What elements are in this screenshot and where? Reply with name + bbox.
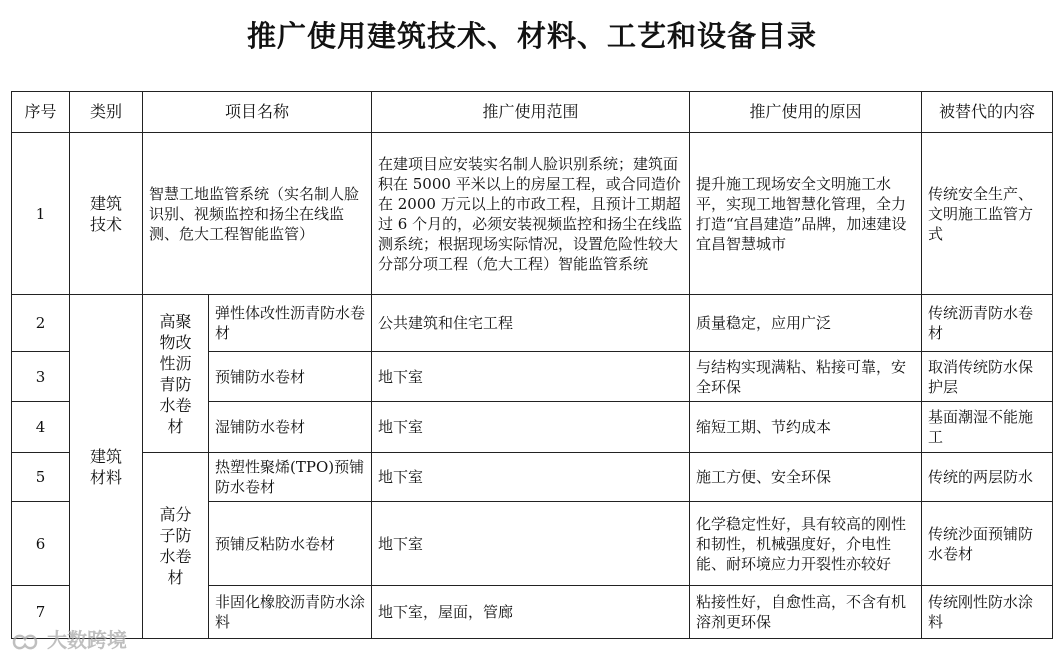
cell-replaced: 传统的两层防水 [922, 453, 1053, 502]
cell-scope: 地下室 [372, 453, 690, 502]
table-row [12, 453, 1053, 502]
catalog-table [11, 91, 1053, 639]
cell-replaced: 基面潮湿不能施工 [922, 402, 1053, 453]
cell-replaced: 取消传统防水保护层 [922, 352, 1053, 402]
page-title: 推广使用建筑技术、材料、工艺和设备目录 [246, 19, 817, 53]
cell-category: 建筑 材料 [70, 295, 143, 639]
cell-scope: 在建项目应安装实名制人脸识别系统；建筑面积在 5000 平米以上的房屋工程，或合同造价在 2000 万元以上的市政工程，且预计工期超过 6 个月的，必须安装视频监控和扬尘在线监测系统；根据现场实际情况，设置危险性较大分部分项工程（危大工程）智能监管系统 [372, 133, 690, 295]
cell-item: 弹性体改性沥青防水卷材 [209, 295, 372, 352]
cell-item: 预铺反粘防水卷材 [209, 502, 372, 586]
cell-category: 建筑 技术 [70, 133, 143, 295]
cell-seq: 5 [12, 453, 70, 502]
header-category: 类别 [70, 92, 143, 133]
cell-item: 智慧工地监管系统（实名制人脸识别、视频监控和扬尘在线监测、危大工程智能监管） [143, 133, 372, 295]
cell-item: 热塑性聚烯(TPO)预铺防水卷材 [209, 453, 372, 502]
cell-reason: 提升施工现场安全文明施工水平，实现工地智慧化管理，全力打造“宜昌建造”品牌，加速建设宜昌智慧城市 [690, 133, 922, 295]
cell-reason: 缩短工期、节约成本 [690, 402, 922, 453]
cell-seq: 1 [12, 133, 70, 295]
table-row [12, 295, 1053, 352]
cell-item: 非固化橡胶沥青防水涂料 [209, 586, 372, 639]
cell-subcategory: 高分 子防 水卷 材 [143, 453, 209, 639]
cell-replaced: 传统沥青防水卷材 [922, 295, 1053, 352]
cell-scope: 公共建筑和住宅工程 [372, 295, 690, 352]
cell-scope: 地下室 [372, 352, 690, 402]
cell-reason: 化学稳定性好，具有较高的刚性和韧性，机械强度好，介电性能、耐环境应力开裂性亦较好 [690, 502, 922, 586]
cell-seq: 7 [12, 586, 70, 639]
cell-seq: 2 [12, 295, 70, 352]
header-item: 项目名称 [143, 92, 372, 133]
cell-replaced: 传统沙面预铺防水卷材 [922, 502, 1053, 586]
cell-item: 湿铺防水卷材 [209, 402, 372, 453]
cell-scope: 地下室，屋面，管廊 [372, 586, 690, 639]
table-header-row [12, 92, 1053, 133]
cell-seq: 3 [12, 352, 70, 402]
header-seq: 序号 [12, 92, 70, 133]
header-scope: 推广使用范围 [372, 92, 690, 133]
cell-reason: 与结构实现满粘、粘接可靠，安全环保 [690, 352, 922, 402]
cell-seq: 4 [12, 402, 70, 453]
table-row [12, 133, 1053, 295]
cell-reason: 粘接性好，自愈性高，不含有机溶剂更环保 [690, 586, 922, 639]
cell-scope: 地下室 [372, 402, 690, 453]
cell-item: 预铺防水卷材 [209, 352, 372, 402]
cell-subcategory: 高聚 物改 性沥 青防 水卷 材 [143, 295, 209, 453]
cell-reason: 质量稳定，应用广泛 [690, 295, 922, 352]
cell-seq: 6 [12, 502, 70, 586]
watermark [10, 624, 127, 653]
cell-reason: 施工方便、安全环保 [690, 453, 922, 502]
cell-replaced: 传统刚性防水涂料 [922, 586, 1053, 639]
header-replaced: 被替代的内容 [922, 92, 1053, 133]
cell-replaced: 传统安全生产、文明施工监管方式 [922, 133, 1053, 295]
watermark-logo-icon [10, 631, 40, 653]
watermark-text: 大数跨境 [46, 628, 127, 652]
header-reason: 推广使用的原因 [690, 92, 922, 133]
cell-scope: 地下室 [372, 502, 690, 586]
